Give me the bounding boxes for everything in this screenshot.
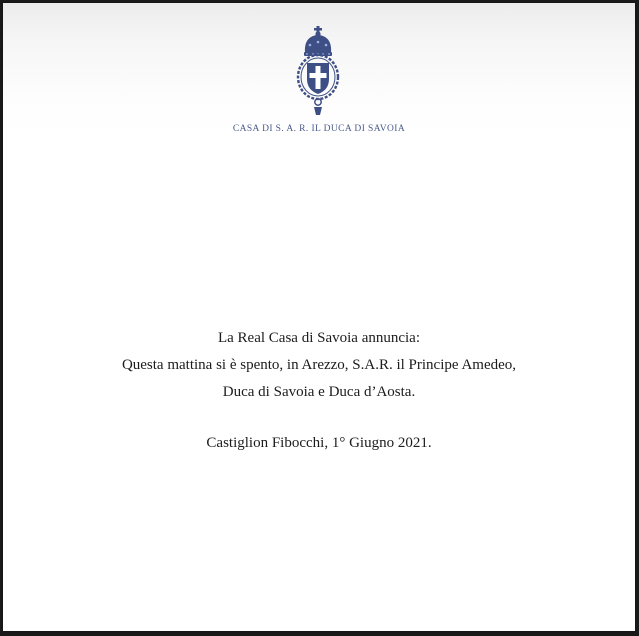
house-name-heading: CASA DI S. A. R. IL DUCA DI SAVOIA <box>232 124 406 134</box>
announcement-line-3: Duca di Savoia e Duca d’Aosta. <box>222 384 416 400</box>
announcement-line-2: Questa mattina si è spento, in Arezzo, S.A.R. il Principe Amedeo, <box>121 357 517 373</box>
letter-page <box>3 3 635 631</box>
savoy-crest-icon <box>293 23 343 119</box>
place-and-date: Castiglion Fibocchi, 1° Giugno 2021. <box>206 435 432 451</box>
announcement-text <box>3 325 635 406</box>
announcement-line-1: La Real Casa di Savoia annuncia: <box>217 330 421 346</box>
